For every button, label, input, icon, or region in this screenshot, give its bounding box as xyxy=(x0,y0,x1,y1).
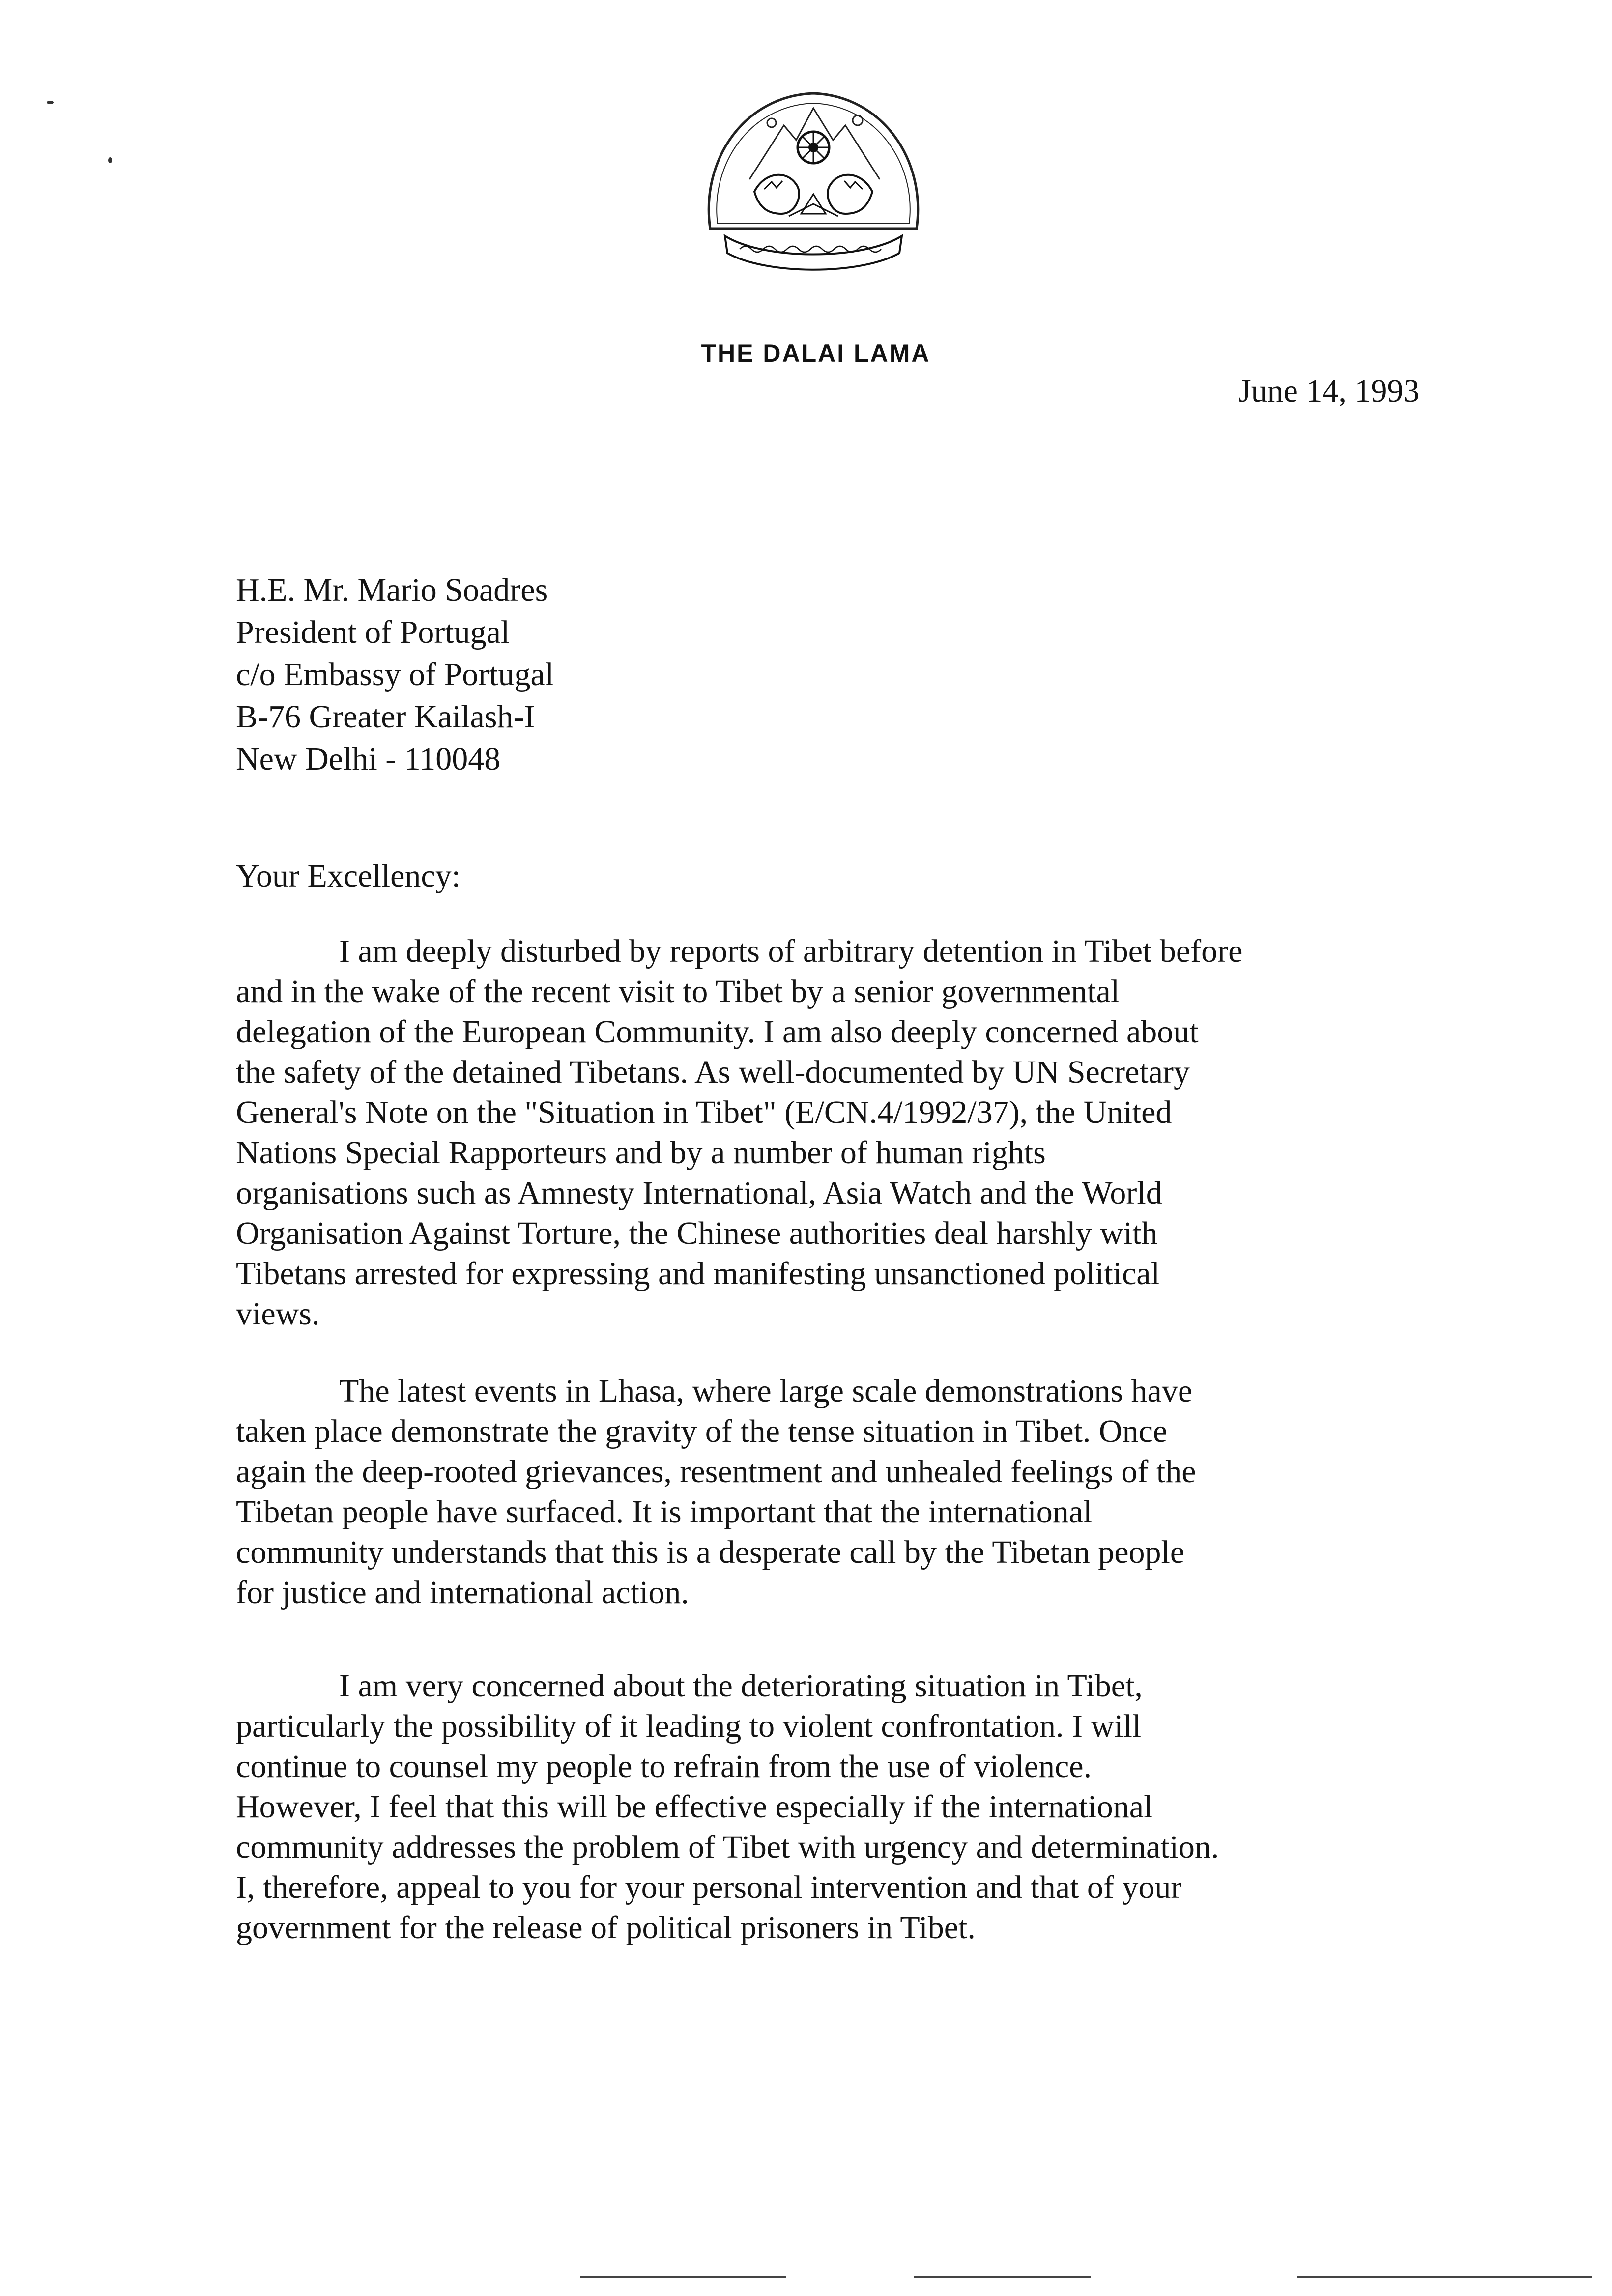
letterhead-org-name: THE DALAI LAMA xyxy=(701,340,931,367)
letter-date: June 14, 1993 xyxy=(1238,373,1420,409)
paragraph-line: organisations such as Amnesty International, Asia Watch and the World xyxy=(236,1175,1162,1211)
paragraph-line: views. xyxy=(236,1296,320,1332)
paragraph-line: Tibetan people have surfaced. It is important that the international xyxy=(236,1494,1093,1530)
body-paragraph-3 xyxy=(236,1666,1430,1948)
paragraph-line: Nations Special Rapporteurs and by a number of human rights xyxy=(236,1135,1046,1171)
paragraph-line: community addresses the problem of Tibet with urgency and determination. xyxy=(236,1829,1219,1865)
paragraph-line: government for the release of political prisoners in Tibet. xyxy=(236,1910,976,1946)
paragraph-line: Organisation Against Torture, the Chinese authorities deal harshly with xyxy=(236,1215,1158,1251)
address-line: c/o Embassy of Portugal xyxy=(236,657,554,692)
paragraph-line: I, therefore, appeal to you for your personal intervention and that of your xyxy=(236,1869,1182,1905)
paragraph-line: taken place demonstrate the gravity of the tense situation in Tibet. Once xyxy=(236,1413,1168,1449)
scan-edge-line xyxy=(914,2276,1091,2278)
address-line: President of Portugal xyxy=(236,614,510,650)
scan-speck xyxy=(47,101,54,104)
paragraph-line: community understands that this is a desperate call by the Tibetan people xyxy=(236,1534,1185,1570)
body-paragraph-1 xyxy=(236,931,1430,1334)
paragraph-line: continue to counsel my people to refrain from the use of violence. xyxy=(236,1749,1092,1784)
paragraph-line: delegation of the European Community. I am also deeply concerned about xyxy=(236,1014,1199,1050)
paragraph-line: However, I feel that this will be effective especially if the international xyxy=(236,1789,1153,1825)
paragraph-line: and in the wake of the recent visit to Tibet by a senior governmental xyxy=(236,974,1120,1009)
scan-speck xyxy=(108,157,112,163)
paragraph-line: I am deeply disturbed by reports of arbitrary detention in Tibet before xyxy=(339,933,1243,969)
paragraph-line: The latest events in Lhasa, where large scale demonstrations have xyxy=(339,1373,1193,1409)
recipient-address xyxy=(236,569,554,780)
paragraph-line: General's Note on the "Situation in Tibet" (E/CN.4/1992/37), the United xyxy=(236,1094,1172,1130)
body-paragraph-2 xyxy=(236,1371,1430,1613)
paragraph-line: the safety of the detained Tibetans. As well-documented by UN Secretary xyxy=(236,1054,1190,1090)
tibetan-emblem-seal xyxy=(691,66,936,287)
paragraph-line: I am very concerned about the deteriorating situation in Tibet, xyxy=(339,1668,1143,1704)
address-line: H.E. Mr. Mario Soadres xyxy=(236,572,548,608)
paragraph-line: again the deep-rooted grievances, resentment and unhealed feelings of the xyxy=(236,1454,1196,1490)
scan-edge-line xyxy=(580,2276,786,2278)
address-line: B-76 Greater Kailash-I xyxy=(236,699,535,735)
address-line: New Delhi - 110048 xyxy=(236,741,501,777)
paragraph-line: for justice and international action. xyxy=(236,1575,689,1610)
paragraph-line: particularly the possibility of it leading to violent confrontation. I will xyxy=(236,1708,1142,1744)
paragraph-line: Tibetans arrested for expressing and manifesting unsanctioned political xyxy=(236,1256,1160,1292)
salutation: Your Excellency: xyxy=(236,858,461,894)
scan-edge-line xyxy=(1297,2276,1592,2278)
